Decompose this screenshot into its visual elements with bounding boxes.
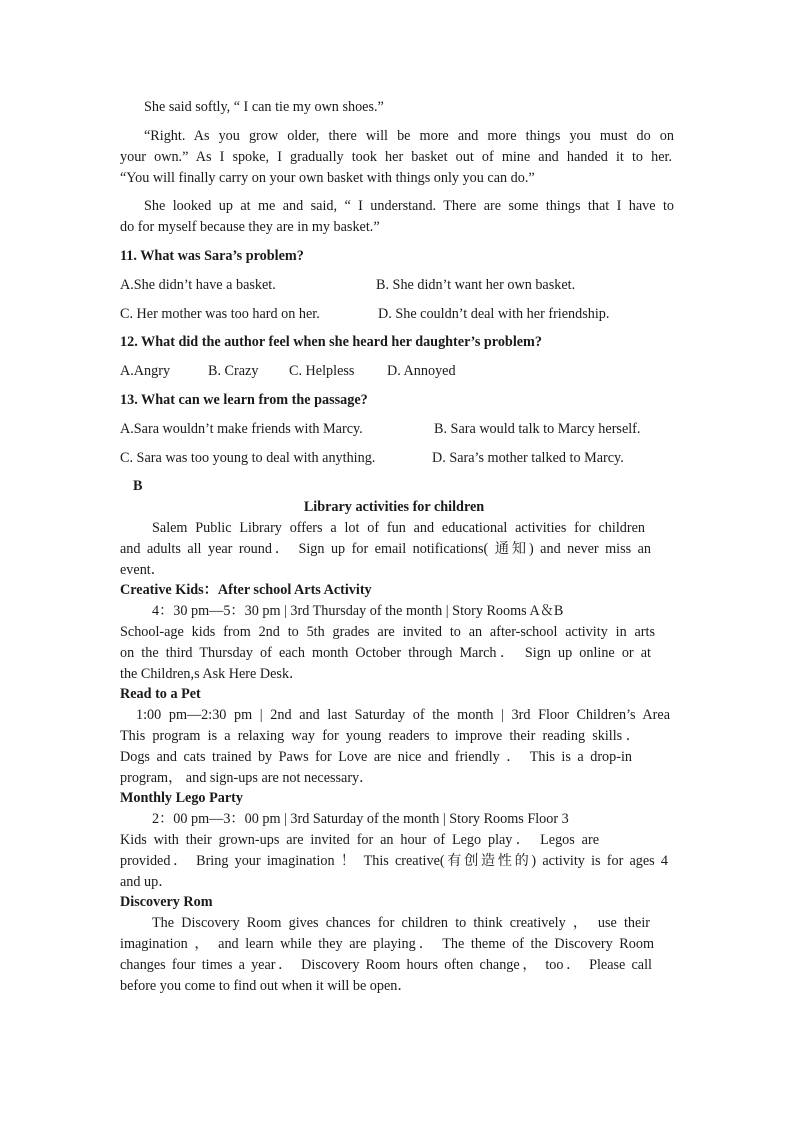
- activity-line: program， and sign-ups are not necessary．: [120, 770, 374, 786]
- activity-heading: Discovery Rom: [120, 894, 213, 910]
- activity-line: Kids with their grown-ups are invited for an hour of Lego play． Legos are: [120, 832, 599, 848]
- answer-option: C. Helpless: [289, 363, 355, 379]
- section-title: Library activities for children: [303, 499, 485, 515]
- answer-option: B. She didn’t want her own basket.: [376, 277, 576, 293]
- answer-option: D. Annoyed: [387, 363, 456, 379]
- activity-line: 1:00 pm—2:30 pm | 2nd and last Saturday of the month | 3rd Floor Children’s Area: [136, 707, 670, 723]
- answer-option: A.She didn’t have a basket.: [120, 277, 276, 293]
- question-stem: 13. What can we learn from the passage?: [120, 392, 368, 408]
- activity-heading: Read to a Pet: [120, 686, 201, 702]
- answer-option: B. Sara would talk to Marcy herself.: [434, 421, 641, 437]
- activity-line: The Discovery Room gives chances for children to think creatively ， use their: [152, 915, 650, 931]
- answer-option: A.Sara wouldn’t make friends with Marcy.: [120, 421, 363, 437]
- activity-line: This program is a relaxing way for young readers to improve their reading skills．: [120, 728, 640, 744]
- activity-line: 4：30 pm—5：30 pm | 3rd Thursday of the month | Story Rooms A＆B: [152, 603, 564, 619]
- answer-option: C. Her mother was too hard on her.: [120, 306, 320, 322]
- story-line: your own.” As I spoke, I gradually took her basket out of mine and handed it to her.: [120, 149, 672, 165]
- activity-line: before you come to find out when it will be open．: [120, 978, 412, 994]
- intro-line: event．: [120, 562, 165, 578]
- activity-line: changes four times a year． Discovery Room hours often change， too． Please call: [120, 957, 652, 973]
- activity-heading: Creative Kids：After school Arts Activity: [120, 582, 372, 598]
- section-label: B: [133, 478, 143, 494]
- answer-option: C. Sara was too young to deal with anything.: [120, 450, 376, 466]
- activity-line: on the third Thursday of each month October through March． Sign up online or at: [120, 645, 651, 661]
- story-line: “You will finally carry on your own basket with things only you can do.”: [120, 170, 535, 186]
- activity-line: the Children,s Ask Here Desk．: [120, 666, 304, 682]
- question-stem: 12. What did the author feel when she heard her daughter’s problem?: [120, 334, 542, 350]
- activity-heading: Monthly Lego Party: [120, 790, 243, 806]
- story-line: She looked up at me and said, “ I understand. There are some things that I have to: [144, 198, 674, 214]
- activity-line: imagination ， and learn while they are playing． The theme of the Discovery Room: [120, 936, 654, 952]
- story-line: do for myself because they are in my basket.”: [120, 219, 380, 235]
- intro-line: and adults all year round． Sign up for email notifications( 通知) and never miss an: [120, 541, 651, 557]
- story-line: She said softly, “ I can tie my own shoes.”: [144, 99, 384, 115]
- activity-line: School-age kids from 2nd to 5th grades are invited to an after-school activity in arts: [120, 624, 655, 640]
- activity-line: 2：00 pm—3：00 pm | 3rd Saturday of the month | Story Rooms Floor 3: [152, 811, 569, 827]
- answer-option: B. Crazy: [208, 363, 259, 379]
- activity-line: Dogs and cats trained by Paws for Love are nice and friendly ． This is a drop-in: [120, 749, 632, 765]
- intro-line: Salem Public Library offers a lot of fun and educational activities for children: [152, 520, 645, 536]
- story-line: “Right. As you grow older, there will be more and more things you must do on: [144, 128, 674, 144]
- activity-line: and up．: [120, 874, 173, 890]
- activity-line: provided． Bring your imagination ！ This creative(有创造性的) activity is for ages 4: [120, 853, 668, 869]
- answer-option: A.Angry: [120, 363, 171, 379]
- answer-option: D. Sara’s mother talked to Marcy.: [432, 450, 624, 466]
- question-stem: 11. What was Sara’s problem?: [120, 248, 304, 264]
- answer-option: D. She couldn’t deal with her friendship.: [378, 306, 610, 322]
